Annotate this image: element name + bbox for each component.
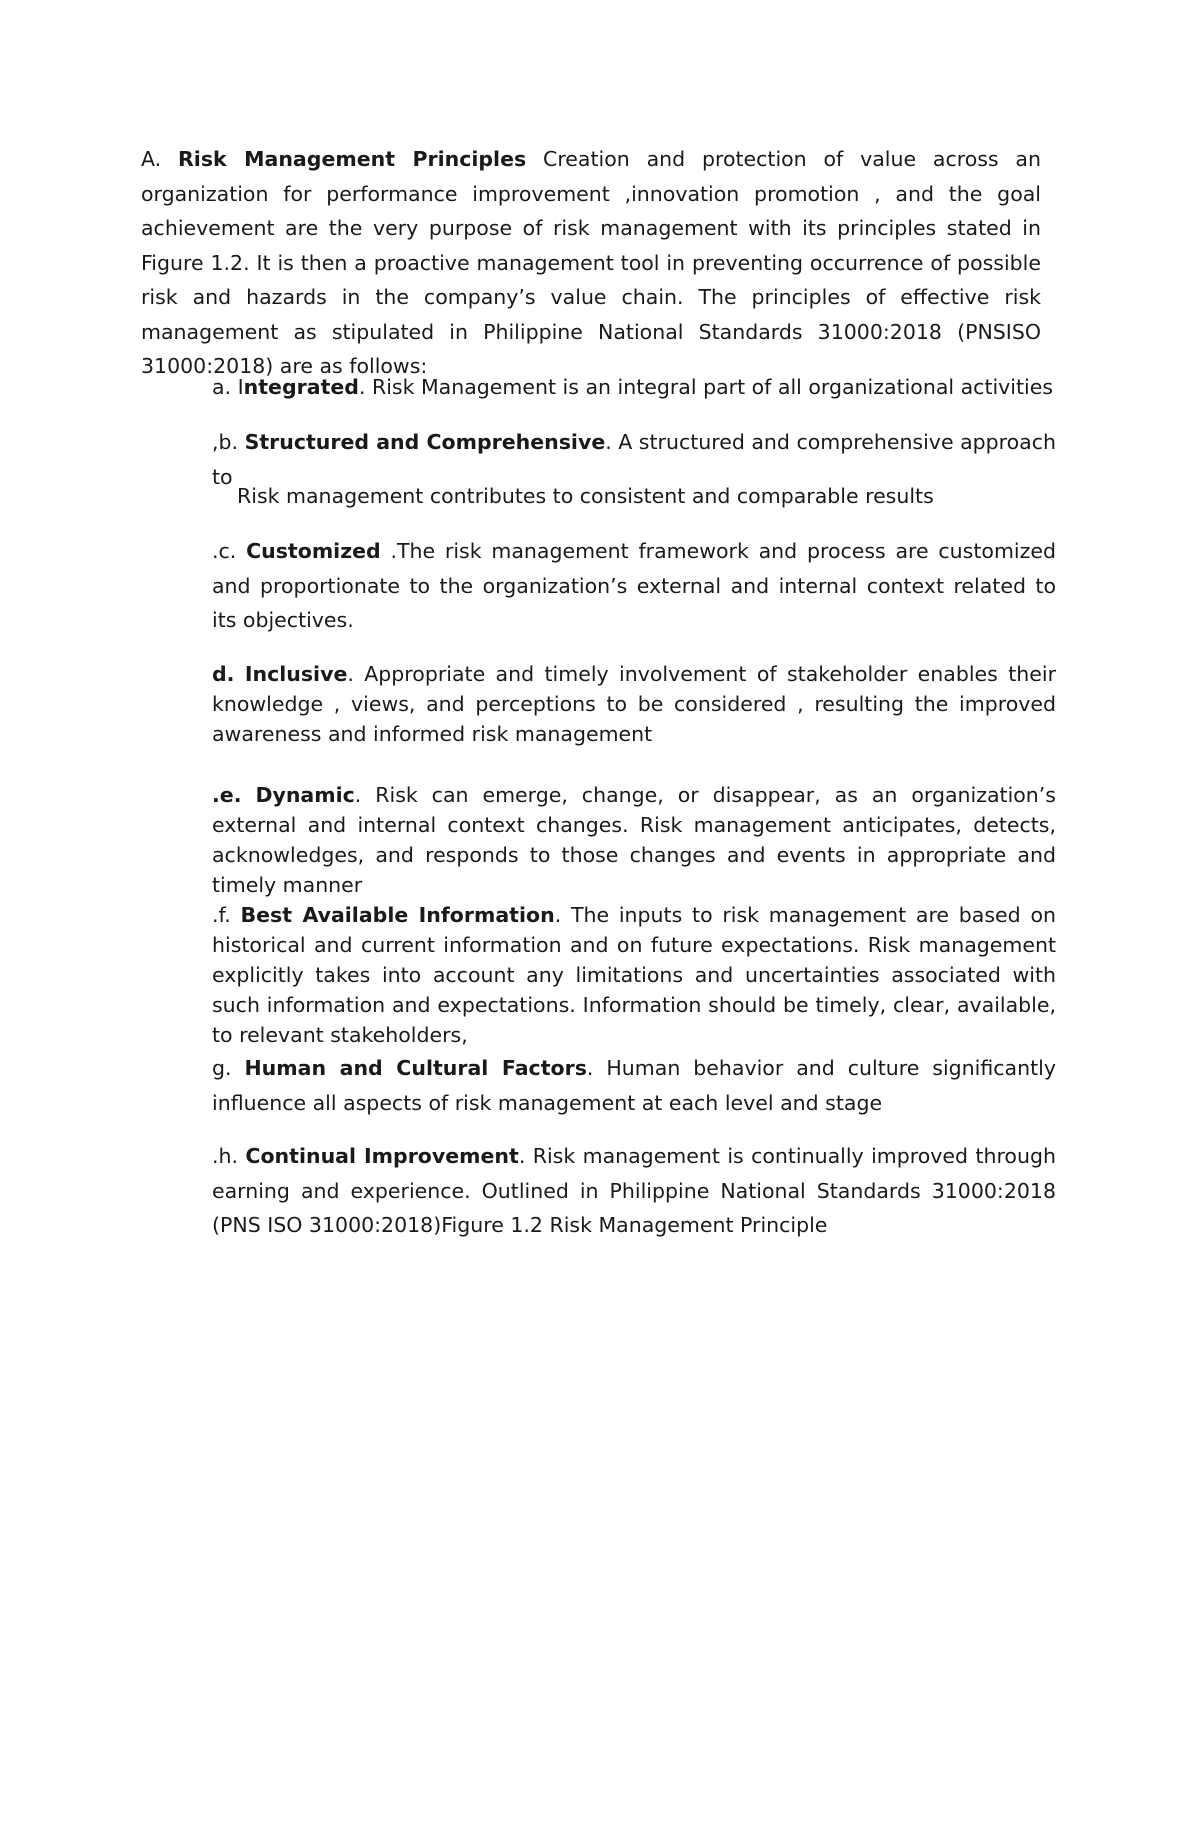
intro-heading: Risk Management Principles: [178, 147, 527, 171]
principle-text: . Risk can emerge, change, or disappear, as an organization’s external and internal context changes. Risk management anticipates, detects, acknowledges, and responds to those changes and events in appropriate and timely manner: [212, 783, 1056, 897]
principle-inclusive: [212, 659, 1056, 749]
intro-label: A.: [141, 147, 162, 171]
principle-prefix: d.: [212, 662, 235, 686]
principle-prefix: .e.: [212, 783, 242, 807]
principle-heading: Structured and Comprehensive: [244, 430, 606, 454]
principle-text: . The inputs to risk management are based on historical and current information and on future expectations. Risk management explicitly takes into account any limitations and uncertainties associated with such information and expectations. Information should be timely, clear, available, to relevant stakeholders,: [212, 903, 1056, 1047]
intro-text: Creation and protection of value across an organization for performance improvement ,innovation promotion , and the goal achievement are the very purpose of risk management with its principles stated in Figure 1.2. It is then a proactive management tool in preventing occurrence of possible risk and hazards in the company’s value chain. The principles of effective risk management as stipulated in Philippine National Standards 31000:2018 (PNSISO 31000:2018) are as follows:: [141, 147, 1041, 378]
principle-text: . A structured and comprehensive approach to: [212, 430, 1057, 489]
principle-prefix: a. I: [212, 375, 244, 399]
principle-customized: [212, 534, 1056, 638]
principle-structured-continued: [237, 479, 1057, 514]
principle-text: .The risk management framework and process are customized and proportionate to the organization’s external and internal context related to its objectives.: [212, 539, 1056, 632]
principle-heading: ntegrated: [243, 375, 359, 399]
principle-text: . Human behavior and culture significantly influence all aspects of risk management at each level and stage: [212, 1056, 1056, 1115]
principle-text: . Risk management is continually improved through earning and experience. Outlined in Philippine National Standards 31000:2018 (PNS ISO 31000:2018)Figure 1.2 Risk Management Principle: [212, 1144, 1056, 1237]
intro-paragraph: [141, 142, 1041, 384]
principle-prefix: .c.: [212, 539, 237, 563]
principle-heading: Best Available Information: [240, 903, 555, 927]
principle-continual-improvement: [212, 1139, 1056, 1243]
principle-prefix: g.: [212, 1056, 232, 1080]
principle-heading: Customized: [246, 539, 381, 563]
principle-prefix: ,b.: [212, 430, 239, 454]
principle-text: . Risk Management is an integral part of all organizational activities: [358, 375, 1054, 399]
principle-human-cultural-factors: [212, 1051, 1056, 1120]
principle-dynamic: [212, 780, 1056, 900]
principle-best-available-information: [212, 900, 1056, 1050]
principle-heading: Human and Cultural Factors: [244, 1056, 587, 1080]
principle-text: . Appropriate and timely involvement of stakeholder enables their knowledge , views, and perceptions to be considered , resulting the improved awareness and informed risk management: [212, 662, 1056, 746]
principle-text: Risk management contributes to consistent and comparable results: [237, 484, 934, 508]
principle-heading: Continual Improvement: [245, 1144, 519, 1168]
principle-heading: Dynamic: [255, 783, 355, 807]
principle-integrated: [212, 370, 1056, 405]
principle-prefix: .f.: [212, 903, 231, 927]
principle-heading: Inclusive: [244, 662, 348, 686]
principle-prefix: .h.: [212, 1144, 239, 1168]
